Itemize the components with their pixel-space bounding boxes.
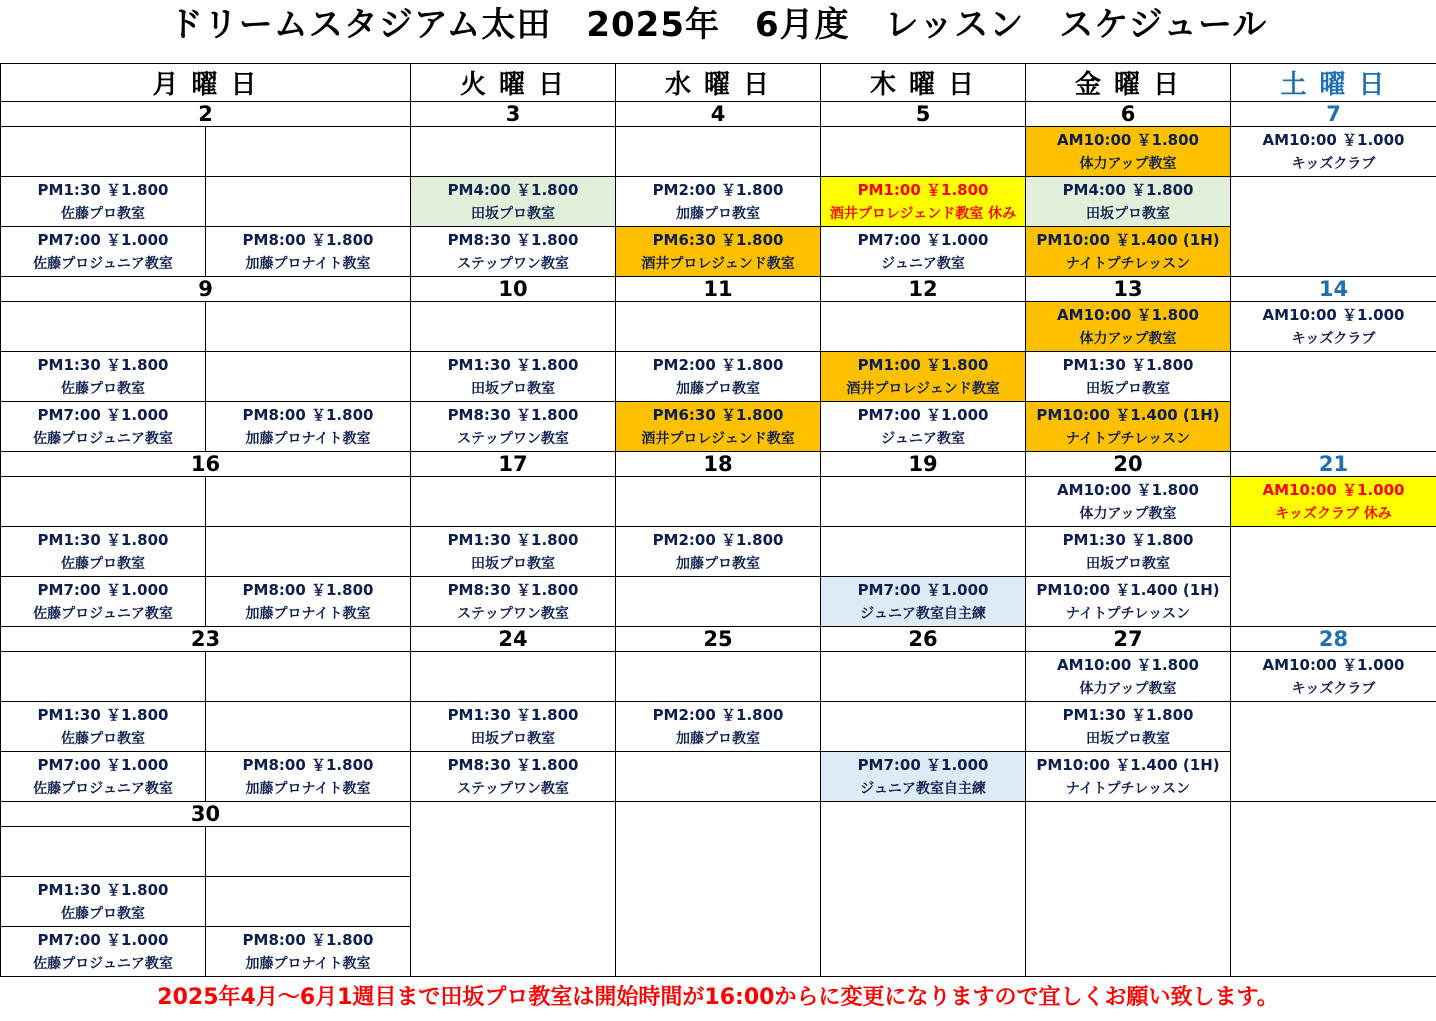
- lesson-cell: [1026, 752, 1231, 802]
- lesson-time: PM4:00 ￥1.800: [1062, 180, 1194, 199]
- lesson-cell: [1, 227, 206, 277]
- lesson-time: AM10:00 ￥1.800: [1057, 480, 1199, 499]
- lesson-name: 佐藤プロ教室: [61, 555, 145, 572]
- lesson-cell: [616, 527, 821, 577]
- lesson-name: 加藤プロナイト教室: [245, 430, 371, 447]
- lesson-name: 酒井プロレジェンド教室: [641, 430, 795, 447]
- empty-cell: [411, 127, 616, 177]
- lesson-cell: [206, 402, 411, 452]
- lesson-cell: [1026, 127, 1231, 177]
- lesson-name: 酒井プロレジェンド教室 休み: [829, 205, 1017, 222]
- date-fri: 27: [1026, 627, 1231, 652]
- empty-cell: [206, 827, 411, 877]
- date-sat: 28: [1231, 627, 1436, 652]
- date-wed: 4: [616, 102, 821, 127]
- lesson-time: PM1:00 ￥1.800: [857, 355, 989, 374]
- header-wednesday: 水 曜 日: [616, 64, 821, 102]
- lesson-name: 加藤プロ教室: [676, 205, 761, 222]
- am-row: [1, 302, 1436, 352]
- lesson-cell: [616, 177, 821, 227]
- lesson-time: PM7:00 ￥1.000: [37, 230, 169, 249]
- lesson-cell: [616, 702, 821, 752]
- lesson-name: 田坂プロ教室: [1086, 555, 1171, 572]
- lesson-cell: [1, 752, 206, 802]
- lesson-name: ステップワン教室: [457, 780, 569, 797]
- lesson-name: ジュニア教室: [881, 430, 965, 447]
- lesson-cell: [1026, 577, 1231, 627]
- empty-cell: [616, 802, 821, 977]
- empty-cell: [1231, 177, 1436, 277]
- lesson-cell: [1026, 402, 1231, 452]
- date-mon: 30: [1, 802, 411, 827]
- lesson-cell: [1, 877, 206, 927]
- lesson-cell: [411, 352, 616, 402]
- empty-cell: [206, 177, 411, 227]
- lesson-cell: [206, 752, 411, 802]
- header-tuesday: 火 曜 日: [411, 64, 616, 102]
- pm1-row: [1, 352, 1436, 402]
- lesson-cell: [1026, 477, 1231, 527]
- lesson-cell: [821, 352, 1026, 402]
- date-mon: 9: [1, 277, 411, 302]
- lesson-name: 体力アップ教室: [1079, 155, 1177, 172]
- lesson-time: PM10:00 ￥1.400 (1H): [1036, 230, 1220, 249]
- lesson-time: PM4:00 ￥1.800: [447, 180, 579, 199]
- empty-cell: [1, 302, 206, 352]
- date-thu: 19: [821, 452, 1026, 477]
- empty-cell: [616, 127, 821, 177]
- empty-cell: [1231, 352, 1436, 452]
- empty-cell: [616, 652, 821, 702]
- date-wed: 25: [616, 627, 821, 652]
- lesson-time: PM10:00 ￥1.400 (1H): [1036, 405, 1220, 424]
- date-tue: 17: [411, 452, 616, 477]
- lesson-time: PM10:00 ￥1.400 (1H): [1036, 755, 1220, 774]
- lesson-time: PM1:30 ￥1.800: [37, 355, 169, 374]
- lesson-name: 加藤プロナイト教室: [245, 605, 371, 622]
- lesson-cell: [206, 577, 411, 627]
- lesson-name: ナイトプチレッスン: [1065, 430, 1191, 447]
- lesson-name: 佐藤プロ教室: [61, 380, 145, 397]
- empty-cell: [206, 477, 411, 527]
- lesson-time: PM10:00 ￥1.400 (1H): [1036, 580, 1220, 599]
- lesson-cell: [411, 577, 616, 627]
- lesson-name: ナイトプチレッスン: [1065, 605, 1191, 622]
- pm1-row: [1, 177, 1436, 227]
- lesson-name: 田坂プロ教室: [471, 730, 556, 747]
- date-row: [1, 802, 1436, 827]
- empty-cell: [411, 302, 616, 352]
- lesson-time: PM7:00 ￥1.000: [37, 930, 169, 949]
- am-row: [1, 477, 1436, 527]
- date-tue: 24: [411, 627, 616, 652]
- date-mon: 23: [1, 627, 411, 652]
- lesson-cell: [411, 702, 616, 752]
- empty-cell: [821, 477, 1026, 527]
- lesson-time: PM8:00 ￥1.800: [242, 755, 374, 774]
- lesson-name: 加藤プロナイト教室: [245, 255, 371, 272]
- lesson-cell: [1026, 177, 1231, 227]
- lesson-cell: [1, 402, 206, 452]
- lesson-time: PM1:30 ￥1.800: [1062, 705, 1194, 724]
- lesson-cell: [1231, 127, 1436, 177]
- lesson-time: PM1:30 ￥1.800: [1062, 355, 1194, 374]
- empty-cell: [411, 652, 616, 702]
- lesson-time: AM10:00 ￥1.800: [1057, 130, 1199, 149]
- lesson-time: PM1:30 ￥1.800: [447, 355, 579, 374]
- pm7-row: [1, 402, 1436, 452]
- lesson-cell: [1, 177, 206, 227]
- lesson-name: 佐藤プロ教室: [61, 730, 145, 747]
- date-fri: 20: [1026, 452, 1231, 477]
- lesson-name: 体力アップ教室: [1079, 680, 1177, 697]
- lesson-time: AM10:00 ￥1.800: [1057, 655, 1199, 674]
- pm1-row: [1, 527, 1436, 577]
- lesson-time: PM6:30 ￥1.800: [652, 405, 784, 424]
- pm1-row: [1, 702, 1436, 752]
- lesson-name: ナイトプチレッスン: [1065, 255, 1191, 272]
- lesson-name: キッズクラブ 休み: [1275, 505, 1392, 522]
- empty-cell: [206, 302, 411, 352]
- lesson-name: ナイトプチレッスン: [1065, 780, 1191, 797]
- empty-cell: [411, 802, 616, 977]
- date-thu: 12: [821, 277, 1026, 302]
- lesson-name: 田坂プロ教室: [471, 380, 556, 397]
- lesson-name: 田坂プロ教室: [1086, 730, 1171, 747]
- lesson-time: PM1:30 ￥1.800: [37, 530, 169, 549]
- lesson-name: 加藤プロ教室: [676, 380, 761, 397]
- empty-cell: [821, 802, 1026, 977]
- lesson-time: PM2:00 ￥1.800: [652, 180, 784, 199]
- lesson-cell: [616, 352, 821, 402]
- empty-cell: [616, 477, 821, 527]
- weekday-header-row: [1, 64, 1436, 102]
- lesson-name: 佐藤プロジュニア教室: [33, 430, 173, 447]
- empty-cell: [206, 527, 411, 577]
- lesson-cell: [411, 752, 616, 802]
- header-friday: 金 曜 日: [1026, 64, 1231, 102]
- date-sat: 14: [1231, 277, 1436, 302]
- lesson-cell: [1026, 302, 1231, 352]
- date-wed: 18: [616, 452, 821, 477]
- lesson-name: 佐藤プロジュニア教室: [33, 955, 173, 972]
- lesson-name: 田坂プロ教室: [471, 555, 556, 572]
- lesson-name: 田坂プロ教室: [471, 205, 556, 222]
- lesson-cell: [411, 402, 616, 452]
- lesson-time: PM7:00 ￥1.000: [857, 230, 989, 249]
- empty-cell: [616, 752, 821, 802]
- lesson-cell: [616, 402, 821, 452]
- lesson-time: PM1:30 ￥1.800: [37, 180, 169, 199]
- lesson-name: 加藤プロナイト教室: [245, 780, 371, 797]
- lesson-cell: [206, 927, 411, 977]
- lesson-time: PM8:00 ￥1.800: [242, 405, 374, 424]
- date-mon: 2: [1, 102, 411, 127]
- lesson-time: PM8:30 ￥1.800: [447, 580, 579, 599]
- date-thu: 5: [821, 102, 1026, 127]
- date-row: [1, 102, 1436, 127]
- lesson-cell: [1026, 652, 1231, 702]
- lesson-cell: [1, 702, 206, 752]
- lesson-cell: [1, 352, 206, 402]
- lesson-cell: [1231, 652, 1436, 702]
- empty-cell: [821, 302, 1026, 352]
- empty-cell: [821, 127, 1026, 177]
- lesson-time: PM2:00 ￥1.800: [652, 530, 784, 549]
- lesson-name: キッズクラブ: [1291, 155, 1376, 172]
- lesson-cell: [1026, 227, 1231, 277]
- lesson-cell: [411, 527, 616, 577]
- pm7-row: [1, 577, 1436, 627]
- lesson-time: AM10:00 ￥1.000: [1262, 305, 1405, 324]
- lesson-time: PM7:00 ￥1.000: [857, 755, 989, 774]
- lesson-name: 加藤プロナイト教室: [245, 955, 371, 972]
- lesson-time: AM10:00 ￥1.000: [1262, 480, 1405, 499]
- empty-cell: [1231, 802, 1436, 977]
- lesson-cell: [1, 577, 206, 627]
- lesson-cell: [411, 227, 616, 277]
- date-tue: 3: [411, 102, 616, 127]
- lesson-name: 酒井プロレジェンド教室: [846, 380, 1000, 397]
- lesson-name: 田坂プロ教室: [1086, 205, 1171, 222]
- date-sat: 7: [1231, 102, 1436, 127]
- empty-cell: [1, 652, 206, 702]
- date-mon: 16: [1, 452, 411, 477]
- lesson-time: PM1:30 ￥1.800: [447, 530, 579, 549]
- am-row: [1, 127, 1436, 177]
- lesson-name: 佐藤プロジュニア教室: [33, 255, 173, 272]
- empty-cell: [1, 477, 206, 527]
- lesson-cell: [1, 527, 206, 577]
- lesson-cell: [411, 177, 616, 227]
- lesson-name: ステップワン教室: [457, 255, 569, 272]
- lesson-name: 体力アップ教室: [1079, 505, 1177, 522]
- lesson-time: PM7:00 ￥1.000: [857, 580, 989, 599]
- empty-cell: [616, 577, 821, 627]
- lesson-cell: [616, 227, 821, 277]
- footer-notice: 2025年4月～6月1週目まで田坂プロ教室は開始時間が16:00からに変更になりますので宜しくお願い致します。: [157, 985, 1279, 1010]
- empty-cell: [1, 127, 206, 177]
- schedule-table: [0, 63, 1436, 977]
- empty-cell: [206, 702, 411, 752]
- empty-cell: [821, 527, 1026, 577]
- lesson-cell: [821, 402, 1026, 452]
- lesson-cell: [821, 577, 1026, 627]
- lesson-time: PM8:30 ￥1.800: [447, 405, 579, 424]
- empty-cell: [1, 827, 206, 877]
- lesson-cell: [1026, 352, 1231, 402]
- empty-cell: [206, 877, 411, 927]
- lesson-name: 加藤プロ教室: [676, 555, 761, 572]
- lesson-cell: [1026, 527, 1231, 577]
- lesson-cell: [206, 227, 411, 277]
- empty-cell: [206, 652, 411, 702]
- header-saturday: 土 曜 日: [1231, 64, 1436, 102]
- lesson-name: 酒井プロレジェンド教室: [641, 255, 795, 272]
- lesson-name: ジュニア教室自主練: [860, 780, 986, 797]
- page-title: ドリームスタジアム太田 2025年 6月度 レッスン スケジュール: [168, 5, 1268, 45]
- lesson-time: PM7:00 ￥1.000: [37, 580, 169, 599]
- lesson-cell: [1231, 302, 1436, 352]
- lesson-time: PM1:30 ￥1.800: [447, 705, 579, 724]
- lesson-name: 田坂プロ教室: [1086, 380, 1171, 397]
- lesson-name: 加藤プロ教室: [676, 730, 761, 747]
- empty-cell: [1231, 702, 1436, 802]
- lesson-time: PM2:00 ￥1.800: [652, 705, 784, 724]
- empty-cell: [616, 302, 821, 352]
- lesson-time: PM8:30 ￥1.800: [447, 755, 579, 774]
- header-thursday: 木 曜 日: [821, 64, 1026, 102]
- lesson-cell: [1, 927, 206, 977]
- date-fri: 13: [1026, 277, 1231, 302]
- lesson-name: ジュニア教室自主練: [860, 605, 986, 622]
- lesson-name: キッズクラブ: [1291, 330, 1376, 347]
- lesson-time: PM7:00 ￥1.000: [37, 755, 169, 774]
- lesson-time: PM2:00 ￥1.800: [652, 355, 784, 374]
- lesson-cell-cancelled: [821, 177, 1026, 227]
- lesson-name: 佐藤プロ教室: [61, 205, 145, 222]
- date-sat: 21: [1231, 452, 1436, 477]
- lesson-cell: [821, 227, 1026, 277]
- date-row: [1, 627, 1436, 652]
- lesson-cell: [821, 752, 1026, 802]
- empty-cell: [821, 652, 1026, 702]
- empty-cell: [411, 477, 616, 527]
- empty-cell: [1026, 802, 1231, 977]
- pm7-row: [1, 752, 1436, 802]
- header-monday: 月 曜 日: [1, 64, 411, 102]
- lesson-time: PM1:30 ￥1.800: [37, 705, 169, 724]
- lesson-time: PM6:30 ￥1.800: [652, 230, 784, 249]
- lesson-name: 体力アップ教室: [1079, 330, 1177, 347]
- empty-cell: [821, 702, 1026, 752]
- date-tue: 10: [411, 277, 616, 302]
- lesson-time: PM7:00 ￥1.000: [857, 405, 989, 424]
- lesson-time: PM7:00 ￥1.000: [37, 405, 169, 424]
- date-thu: 26: [821, 627, 1026, 652]
- lesson-name: 佐藤プロ教室: [61, 905, 145, 922]
- lesson-time: PM8:30 ￥1.800: [447, 230, 579, 249]
- lesson-cell-cancelled: [1231, 477, 1436, 527]
- pm7-row: [1, 227, 1436, 277]
- lesson-name: 佐藤プロジュニア教室: [33, 780, 173, 797]
- lesson-name: キッズクラブ: [1291, 680, 1376, 697]
- date-row: [1, 452, 1436, 477]
- empty-cell: [1231, 527, 1436, 627]
- lesson-name: ジュニア教室: [881, 255, 965, 272]
- lesson-time: AM10:00 ￥1.000: [1262, 655, 1405, 674]
- date-wed: 11: [616, 277, 821, 302]
- lesson-time: AM10:00 ￥1.000: [1262, 130, 1405, 149]
- am-row: [1, 652, 1436, 702]
- lesson-cell: [1026, 702, 1231, 752]
- lesson-time: PM1:30 ￥1.800: [1062, 530, 1194, 549]
- lesson-time: AM10:00 ￥1.800: [1057, 305, 1199, 324]
- lesson-time: PM1:00 ￥1.800: [857, 180, 989, 199]
- empty-cell: [206, 352, 411, 402]
- empty-cell: [206, 127, 411, 177]
- lesson-time: PM8:00 ￥1.800: [242, 580, 374, 599]
- lesson-name: ステップワン教室: [457, 430, 569, 447]
- lesson-time: PM8:00 ￥1.800: [242, 230, 374, 249]
- lesson-time: PM1:30 ￥1.800: [37, 880, 169, 899]
- lesson-name: 佐藤プロジュニア教室: [33, 605, 173, 622]
- lesson-time: PM8:00 ￥1.800: [242, 930, 374, 949]
- lesson-name: ステップワン教室: [457, 605, 569, 622]
- date-row: [1, 277, 1436, 302]
- date-fri: 6: [1026, 102, 1231, 127]
